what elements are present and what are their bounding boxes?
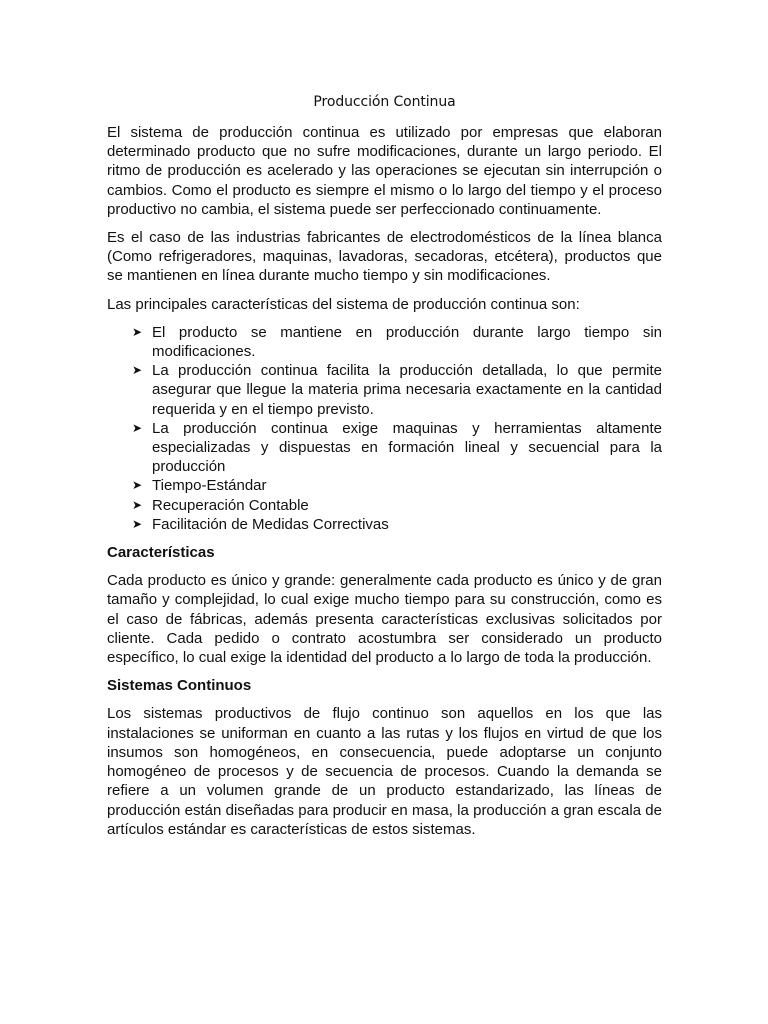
list-item — [132, 419, 662, 477]
arrowhead-bullet-icon: ➤ — [132, 516, 143, 531]
list-item — [132, 496, 662, 515]
list-item — [132, 515, 662, 534]
list-item-text: Facilitación de Medidas Correctivas — [152, 515, 389, 533]
arrowhead-bullet-icon: ➤ — [132, 497, 143, 512]
list-item — [132, 323, 662, 361]
section-heading-caracteristicas: Características — [107, 544, 215, 562]
section-paragraph-sistemas-continuos: Los sistemas productivos de flujo continuo son aquellos en los que las instalaciones se uniforman en cuanto a las rutas y los flujos en virtud de que los insumos son homogéneos, en consecuencia, puede adoptarse un conjunto homogéneo de procesos y de secuencia de procesos. Cuando la demanda se refiere a un volumen grande de un producto estandarizado, las líneas de producción están diseñadas para producir en masa, la producción a gran escala de artículos estándar es características de estos sistemas. — [107, 705, 662, 838]
arrowhead-bullet-icon: ➤ — [132, 478, 143, 493]
list-item-text: La producción continua facilita la producción detallada, lo que permite asegurar que llegue la materia prima necesaria exactamente en la cantidad requerida y en el tiempo previsto. — [152, 362, 662, 418]
arrowhead-bullet-icon: ➤ — [132, 324, 143, 339]
list-item-text: Recuperación Contable — [152, 496, 309, 514]
section-paragraph-caracteristicas: Cada producto es único y grande: generalmente cada producto es único y de gran tamaño y complejidad, lo cual exige mucho tiempo para su construcción, como es el caso de fábricas, además presenta características exclusivas solicitados por cliente. Cada pedido o contrato acostumbra ser considerado un producto específico, lo cual exige la identidad del producto a lo largo de toda la producción. — [107, 572, 662, 667]
arrowhead-bullet-icon: ➤ — [132, 363, 143, 378]
intro-paragraph-2: Es el caso de las industrias fabricantes de electrodomésticos de la línea blanca (Como refrigeradores, maquinas, lavadoras, secadoras, etcétera), productos que se mantienen en línea durante mucho tiempo y sin modificaciones. — [107, 229, 662, 285]
characteristics-list — [107, 323, 662, 534]
list-item — [132, 361, 662, 419]
section-heading-sistemas-continuos: Sistemas Continuos — [107, 677, 252, 695]
list-item-text: La producción continua exige maquinas y herramientas altamente especializadas y dispuestas en formación lineal y secuencial para la producción — [152, 419, 662, 476]
intro-paragraph-1: El sistema de producción continua es utilizado por empresas que elaboran determinado producto que no sufre modificaciones, durante un largo periodo. El ritmo de producción es acelerado y las operaciones se ejecutan sin interrupción o cambios. Como el producto es siempre el mismo o lo largo del tiempo y el proceso productivo no cambia, el sistema puede ser perfeccionado continuamente. — [107, 124, 662, 218]
arrowhead-bullet-icon: ➤ — [132, 420, 143, 435]
document-page — [107, 91, 662, 848]
list-item-text: Tiempo-Estándar — [152, 477, 267, 495]
intro-paragraph-3: Las principales características del sistema de producción continua son: — [107, 295, 580, 313]
list-item-text: El producto se mantiene en producción durante largo tiempo sin modificaciones. — [152, 323, 662, 361]
list-item — [132, 476, 662, 495]
document-title: Producción Continua — [313, 94, 456, 110]
